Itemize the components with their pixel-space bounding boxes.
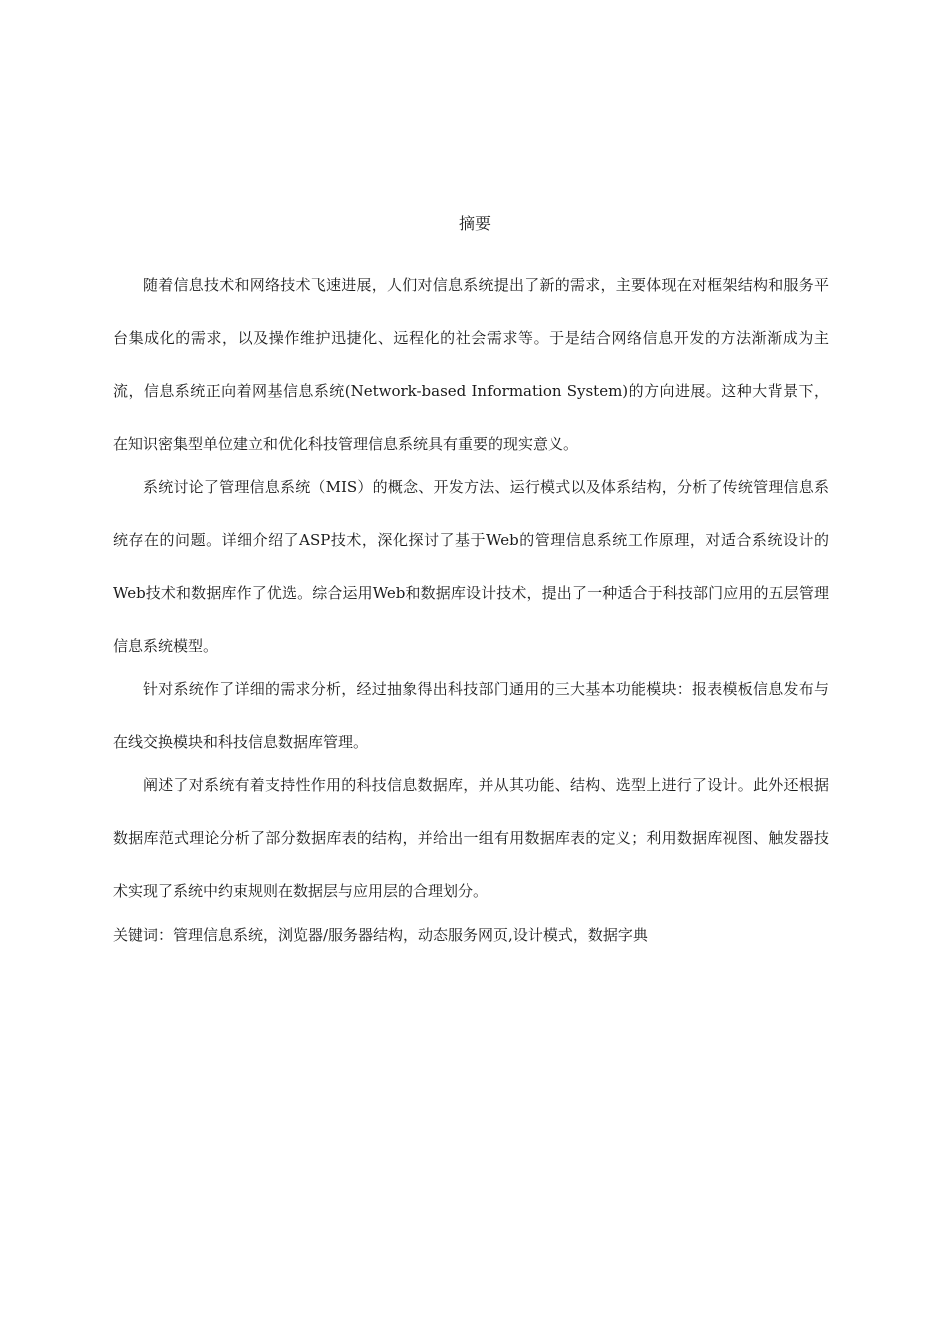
paragraph-4: 阐述了对系统有着支持性作用的科技信息数据库，并从其功能、结构、选型上进行了设计。此外还根据数据库范式理论分析了部分数据库表的结构，并给出一组有用数据库表的定义；利用数据库视图、触发器技术实现了系统中约束规则在数据层与应用层的合理划分。 [113,776,829,900]
abstract-title: 摘要 [458,214,491,233]
paragraph-2: 系统讨论了管理信息系统（MIS）的概念、开发方法、运行模式以及体系结构，分析了传统管理信息系统存在的问题。详细介绍了ASP技术，深化探讨了基于Web的管理信息系统工作原理，对适合系统设计的Web技术和数据库作了优选。综合运用Web和数据库设计技术，提出了一种适合于科技部门应用的五层管理信息系统模型。 [113,478,829,655]
paragraph-1: 随着信息技术和网络技术飞速进展，人们对信息系统提出了新的需求，主要体现在对框架结构和服务平台集成化的需求，以及操作维护迅捷化、远程化的社会需求等。于是结合网络信息开发的方法渐渐成为主流，信息系统正向着网基信息系统(Network-based Information System)的方向进展。这种大背景下，在知识密集型单位建立和优化科技管理信息系统具有重要的现实意义。 [113,276,829,453]
abstract-body [113,259,829,918]
paragraph-3: 针对系统作了详细的需求分析，经过抽象得出科技部门通用的三大基本功能模块：报表模板信息发布与在线交换模块和科技信息数据库管理。 [113,680,829,751]
keywords-line: 关键词：管理信息系统，浏览器/服务器结构，动态服务网页,设计模式，数据字典 [113,926,648,944]
